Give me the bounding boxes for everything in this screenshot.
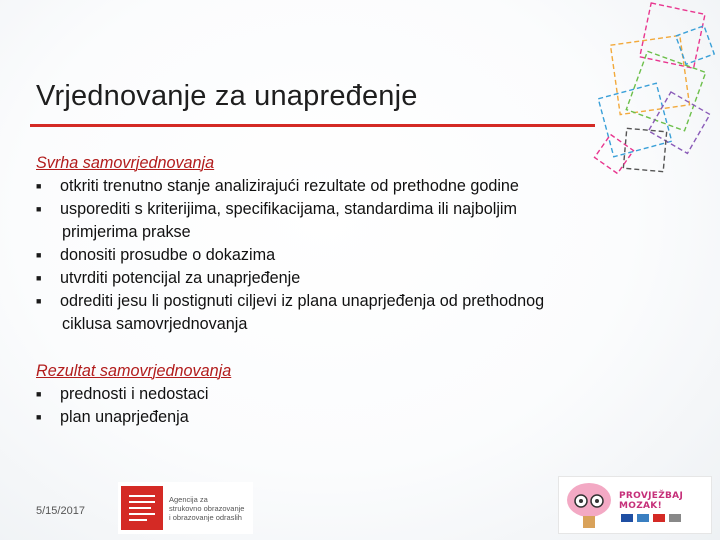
list-item-continuation: primjerima prakse (62, 223, 191, 241)
list-item (36, 383, 636, 406)
partner-logo-icon (669, 514, 681, 522)
bullet-icon: ■ (36, 204, 42, 214)
list-item-text: prednosti i nedostaci (60, 385, 209, 403)
partner-logos (621, 514, 681, 522)
list-item (36, 267, 636, 290)
title-underline (30, 124, 595, 127)
list-item (36, 406, 636, 429)
list-item (36, 175, 636, 198)
list-item-text: odrediti jesu li postignuti ciljevi iz plana unaprjeđenja od prethodnog (60, 292, 545, 310)
list-item-text: otkriti trenutno stanje analizirajući rezultate od prethodne godine (60, 177, 519, 195)
eu-flag-icon (621, 514, 633, 522)
list-item-text: plan unaprjeđenja (60, 408, 189, 426)
list-item (36, 198, 636, 221)
brand-banner (558, 476, 712, 534)
slide-title: Vrjednovanje za unapređenje (36, 80, 418, 112)
bullet-icon: ■ (36, 250, 42, 260)
list-item-text: utvrditi potencijal za unaprjeđenje (60, 269, 301, 287)
list-item (36, 290, 636, 313)
list-item-text: usporediti s kriterijima, specifikacijama, standardima ili najboljim (60, 200, 518, 218)
brain-mascot-icon (563, 480, 615, 530)
partner-logo-icon (637, 514, 649, 522)
list-item-continuation: ciklusa samovrjednovanja (62, 315, 248, 333)
section-heading-svrha: Svrha samovrjednovanja (36, 154, 215, 172)
bullet-icon: ■ (36, 181, 42, 191)
slide-content (36, 152, 636, 429)
bullet-icon: ■ (36, 389, 42, 399)
list-item-text: donositi prosudbe o dokazima (60, 246, 276, 264)
slide-date: 5/15/2017 (36, 505, 85, 517)
bullet-icon: ■ (36, 412, 42, 422)
bullet-icon: ■ (36, 273, 42, 283)
agency-logo (118, 482, 253, 534)
agency-logo-text: Agencija za strukovno obrazovanje i obrazovanje odraslih (169, 494, 245, 522)
list-item (36, 244, 636, 267)
section-heading-rezultat: Rezultat samovrjednovanja (36, 362, 232, 380)
partner-logo-icon (653, 514, 665, 522)
brand-text: PROVJEŽBAJ MOZAK! (619, 491, 684, 511)
bullet-icon: ■ (36, 296, 42, 306)
agency-logo-mark-icon (121, 486, 163, 530)
